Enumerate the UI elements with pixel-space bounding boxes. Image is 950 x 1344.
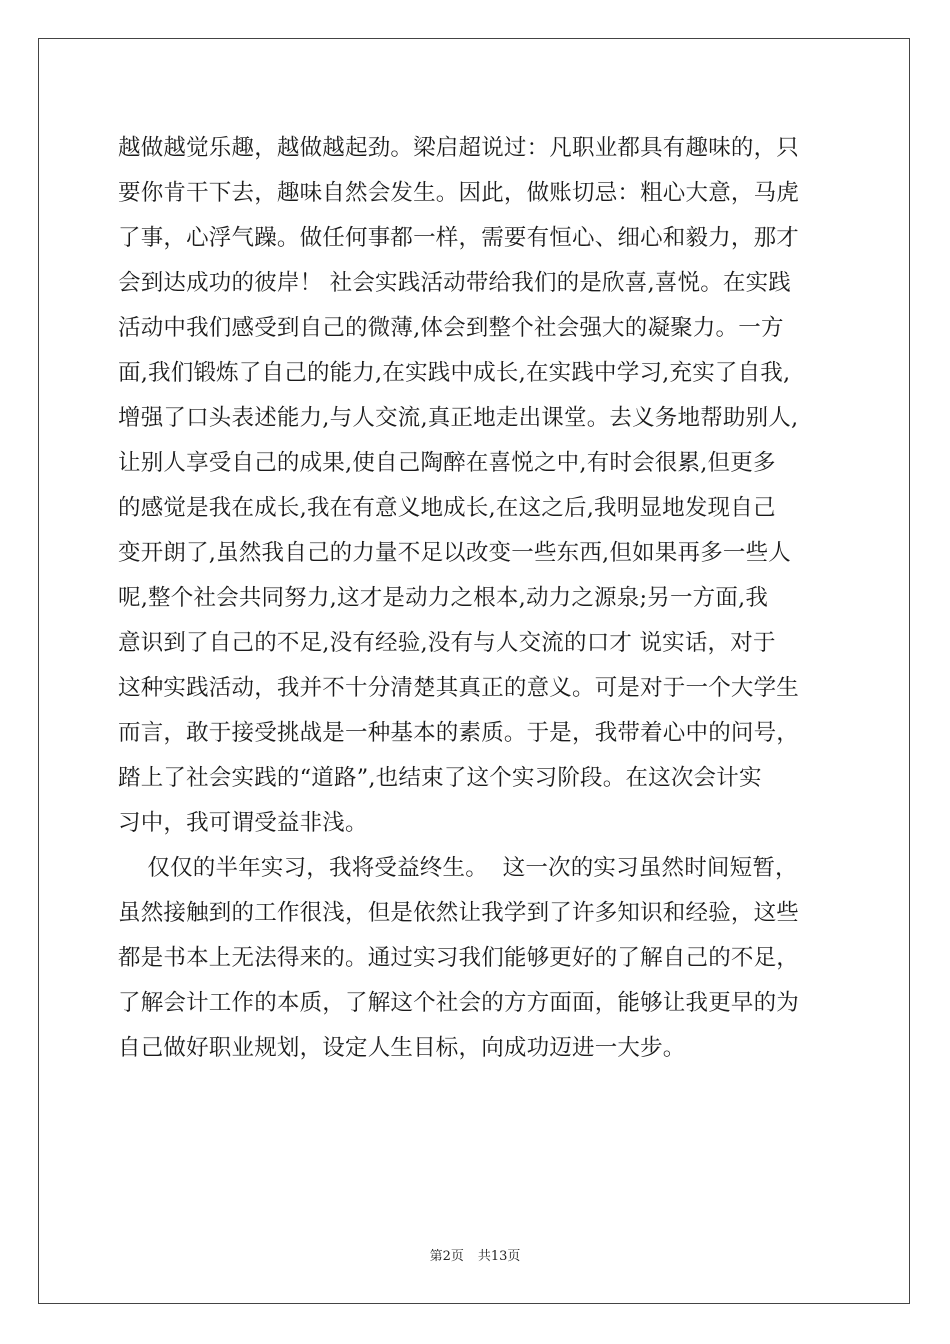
text-line: 活动中我们感受到自己的微薄,体会到整个社会强大的凝聚力。一方 — [118, 315, 784, 341]
text-line: 会到达成功的彼岸！ 社会实践活动带给我们的是欣喜,喜悦。在实践 — [118, 270, 792, 296]
page-footer — [0, 1249, 950, 1265]
text-line: 踏上了社会实践的“道路”,也结束了这个实习阶段。在这次会计实 — [118, 765, 762, 791]
text-line: 了解会计工作的本质，了解这个社会的方方面面，能够让我更早的为 — [118, 990, 800, 1016]
text-line: 意识到了自己的不足,没有经验,没有与人交流的口才 说实话，对于 — [118, 630, 776, 656]
text-line: 越做越觉乐趣，越做越起劲。梁启超说过：凡职业都具有趣味的，只 — [118, 135, 800, 161]
text-line: 自己做好职业规划，设定人生目标，向成功迈进一大步。 — [118, 1035, 686, 1061]
body-text — [118, 126, 838, 1071]
text-line: 呢,整个社会共同努力,这才是动力之根本,动力之源泉;另一方面,我 — [118, 585, 769, 611]
page-number: 第2页 — [429, 1249, 464, 1264]
page-total: 共13页 — [477, 1249, 521, 1264]
text-line: 虽然接触到的工作很浅，但是依然让我学到了许多知识和经验，这些 — [118, 900, 800, 926]
text-line: 仅仅的半年实习，我将受益终生。 这一次的实习虽然时间短暂， — [118, 855, 798, 881]
text-line: 这种实践活动，我并不十分清楚其真正的意义。可是对于一个大学生 — [118, 675, 800, 701]
text-line: 面,我们锻炼了自己的能力,在实践中成长,在实践中学习,充实了自我, — [118, 360, 791, 386]
text-line: 要你肯干下去，趣味自然会发生。因此，做账切忌：粗心大意，马虎 — [118, 180, 800, 206]
text-line: 增强了口头表述能力,与人交流,真正地走出课堂。去义务地帮助别人, — [118, 405, 799, 431]
text-line: 变开朗了,虽然我自己的力量不足以改变一些东西,但如果再多一些人 — [118, 540, 792, 566]
text-line: 而言，敢于接受挑战是一种基本的素质。于是，我带着心中的问号， — [118, 720, 800, 746]
text-line: 了事，心浮气躁。做任何事都一样，需要有恒心、细心和毅力，那才 — [118, 225, 800, 251]
text-line: 习中，我可谓受益非浅。 — [118, 810, 368, 836]
text-line: 都是书本上无法得来的。通过实习我们能够更好的了解自己的不足， — [118, 945, 800, 971]
text-line: 让别人享受自己的成果,使自己陶醉在喜悦之中,有时会很累,但更多 — [118, 450, 776, 476]
text-line: 的感觉是我在成长,我在有意义地成长,在这之后,我明显地发现自己 — [118, 495, 776, 521]
